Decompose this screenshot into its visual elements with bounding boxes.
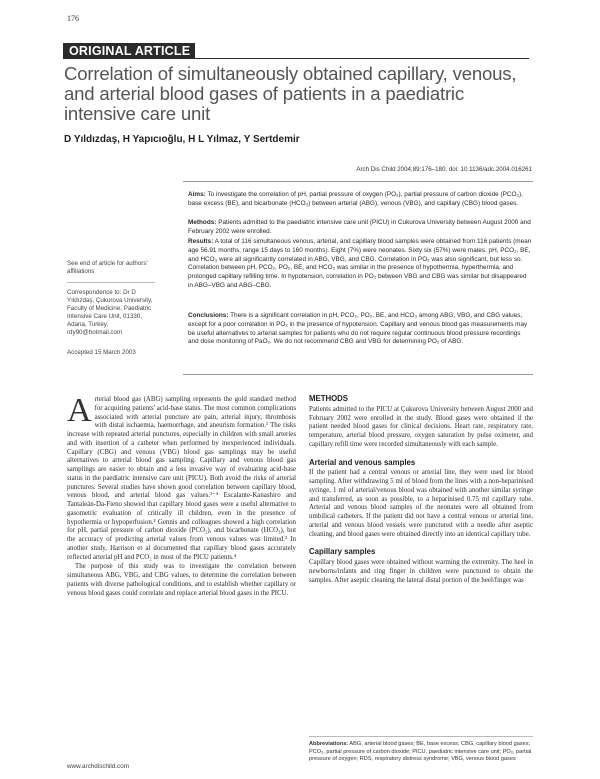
citation-line: Arch Dis Child 2004;89:176–180. doi: 10.1136/adc.2004.016261: [356, 166, 532, 173]
abstract-methods-text: Patients admitted to the paediatric intensive care unit (PICU) in Cukurova University between August 2000 and February 2002 were enrolled.: [188, 219, 531, 235]
arterial-venous-paragraph: If the patient had a central venous or arterial line, they were used for blood sampling. After withdrawing 5 ml of blood from the lines with a non-heparinised syringe, 1 ml of arterial/venous blood was obtained with another similar syringe and transferred, as soon as possible, to a heparinised 0.75 ml capillary tube. Arterial and venous blood samples of the neonates were all obtained from umbilical catheters. If the patient did not have a central venous or arterial line, arterial and venous blood vessels were punctured with a needle after aseptic cleaning, and blood gases were obtained directly into an identical capillary tube.: [309, 469, 533, 538]
capillary-paragraph: Capillary blood gases were obtained without warming the extremity. The heel in newborns/infants and ring finger in children were punctured to obtain the samples. After aseptic cleaning the lateral distal portion of the heel/finger was: [309, 559, 533, 584]
abstract-conclusions: [188, 312, 532, 347]
abstract-top-rule: [183, 181, 533, 182]
footer-url[interactable]: www.archdischild.com: [67, 763, 129, 770]
affiliations-note: See end of article for authors' affiliations: [67, 260, 148, 275]
header-rule: [63, 58, 529, 59]
abstract-methods-label: Methods:: [188, 219, 217, 226]
capillary-heading: Capillary samples: [309, 547, 376, 557]
sidebar-rule: [67, 282, 155, 283]
abbreviations-label: Abbreviations:: [309, 741, 349, 747]
arterial-venous-heading: Arterial and venous samples: [309, 457, 416, 467]
article-title: Correlation of simultaneously obtained capillary, venous, and arterial blood gases of patients in a paediatric intensive care unit: [64, 63, 517, 124]
page-number: 176: [67, 14, 79, 23]
abstract-results: [188, 238, 532, 291]
drop-cap: A: [67, 392, 92, 429]
intro-paragraph-1: [67, 392, 296, 562]
abbreviations-box: [309, 741, 533, 764]
abstract-results-text: A total of 116 simultaneous venous, arterial, and capillary blood samples were obtained from 116 patients (mean age 56.91 months, range 15 days to 160 months). Eight (7%) were neonates. Sixty six (57%) were males. pH, PCO₂, BE, and HCO₃ were all significantly correlated in ABG, VBG, and CBG. Correlation in PO₂ was also significant, but less so. Correlation between pH, PCO₂, PO₂, BE, and HCO₃ was similar in the presence of hypothermia, hyperthermia, and prolonged capillary refilling time. In hypotension, correlation in PO₂ between VBG and CBG was similar but disappeared in ABG–VBG and ABG–CBG.: [188, 238, 532, 289]
section-label: ORIGINAL ARTICLE: [63, 43, 195, 59]
author-list: D Yıldızdaş, H Yapıcıoğlu, H L Yılmaz, Y Sertdemir: [64, 134, 300, 145]
intro-paragraph-2: The purpose of this study was to investigate the correlation between simultaneous ABG, VBG, and CBG values, to determine the correlation between patients with diverse pathological conditions, and to establish whether capillary or venous blood gases could correlate and replace arterial blood gases in the PICU.: [67, 563, 296, 597]
abbreviations-rule: [309, 736, 533, 737]
abstract-conclusions-text: There is a significant correlation in pH, PCO₂, PO₂, BE, and HCO₃ among ABG, VBG, and CBG values, except for a poor correlation in PO₂ in the presence of hypotension. Capillary and venous blood gas measurements may be useful alternatives to arterial samples for patients who do not require regular continuous blood pressure recordings and dose monitoring of PaO₂. We do not recommend CBG and VBG for determining PO₂ of ABG.: [188, 312, 528, 346]
body-right-column: [309, 395, 533, 585]
accepted-date: Accepted 15 March 2003: [67, 349, 136, 356]
abbreviations-text: ABG, arterial blood gases; BE, base excess; CBG, capillary blood gases; PCO₂, partial pressure of carbon dioxide; PICU, paediatric intensive care unit; PO₂, partial pressure of oxygen; RDS, respiratory distress syndrome; VBG, venous blood gases: [309, 741, 532, 763]
abstract-results-label: Results:: [188, 238, 214, 245]
methods-paragraph: Patients admitted to the PICU at Çukurova University between August 2000 and February 2002 were enrolled in the study. Blood gases were obtained if the patient needed blood gases for clinical decisions. Heart rate, respiratory rate, temperature, arterial blood pressure, oxygen saturation by pulse oximeter, and capillary refill time were recorded simultaneously with each sample.: [309, 405, 533, 448]
abstract-conclusions-label: Conclusions:: [188, 312, 229, 319]
methods-heading: METHODS: [309, 394, 348, 403]
intro-paragraph-1-text: rterial blood gas (ABG) sampling represents the gold standard method for acquiring patients' acid-base status. The most common complications associated with arterial puncture are pain, arterial injury, thrombosis with distal ischaemia, haemorrhage, and aneurism formation.¹ The risks increase with repeated arterial punctures, especially in children with small arteries and with insertion of a catheter when performed by inexperienced individuals. Capillary (CBG) and venous (VBG) blood gas samplings may be useful alternatives to arterial blood gas sampling. Capillary and venous blood gas samplings are easier to obtain and a less invasive way of evaluating acid-base status in the paediatric intensive care unit (PICU). Both avoid the risks of arterial punctures. Several studies have shown good correlation between capillary blood, venous blood, and arterial blood gas values.²⁻⁴ Escalante-Kanashiro and Tantaleán-Da-Fieno showed that capillary blood gases were a useful alternative to gasometric evaluation of critically ill children, even in the presence of hypothermia or hypoperfusion.² Gennis and colleagues showed a high correlation for pH, partial pressure of carbon dioxide (PCO₂), and bicarbonate (HCO₃), but the accuracy of predicting arterial values from venous values was limited.³ In another study, Harrison et al documented that capillary blood gases accurately reflected arterial pH and PCO₂ in most of the PICU patients.⁴: [67, 396, 296, 561]
abstract-aims-label: Aims:: [188, 191, 206, 198]
body-left-column: [67, 392, 296, 598]
abstract-methods: [188, 219, 532, 237]
correspondence-note: Correspondence to: Dr D Yıldızdaş, Çukurova University, Faculty of Medicine, Paediatric Intensive Care Unit, 01330, Adana, Turkey; rdy90@hotmail.com: [67, 289, 153, 336]
abstract-bottom-rule: [183, 374, 533, 375]
abstract-aims: [188, 191, 532, 209]
abstract-aims-text: To investigate the correlation of pH, partial pressure of oxygen (PO₂), partial pressure of carbon dioxide (PCO₂), base excess (BE), and bicarbonate (HCO₃) between arterial (ABG), venous (VBG), and capillary (CBG) blood gases.: [188, 191, 523, 207]
